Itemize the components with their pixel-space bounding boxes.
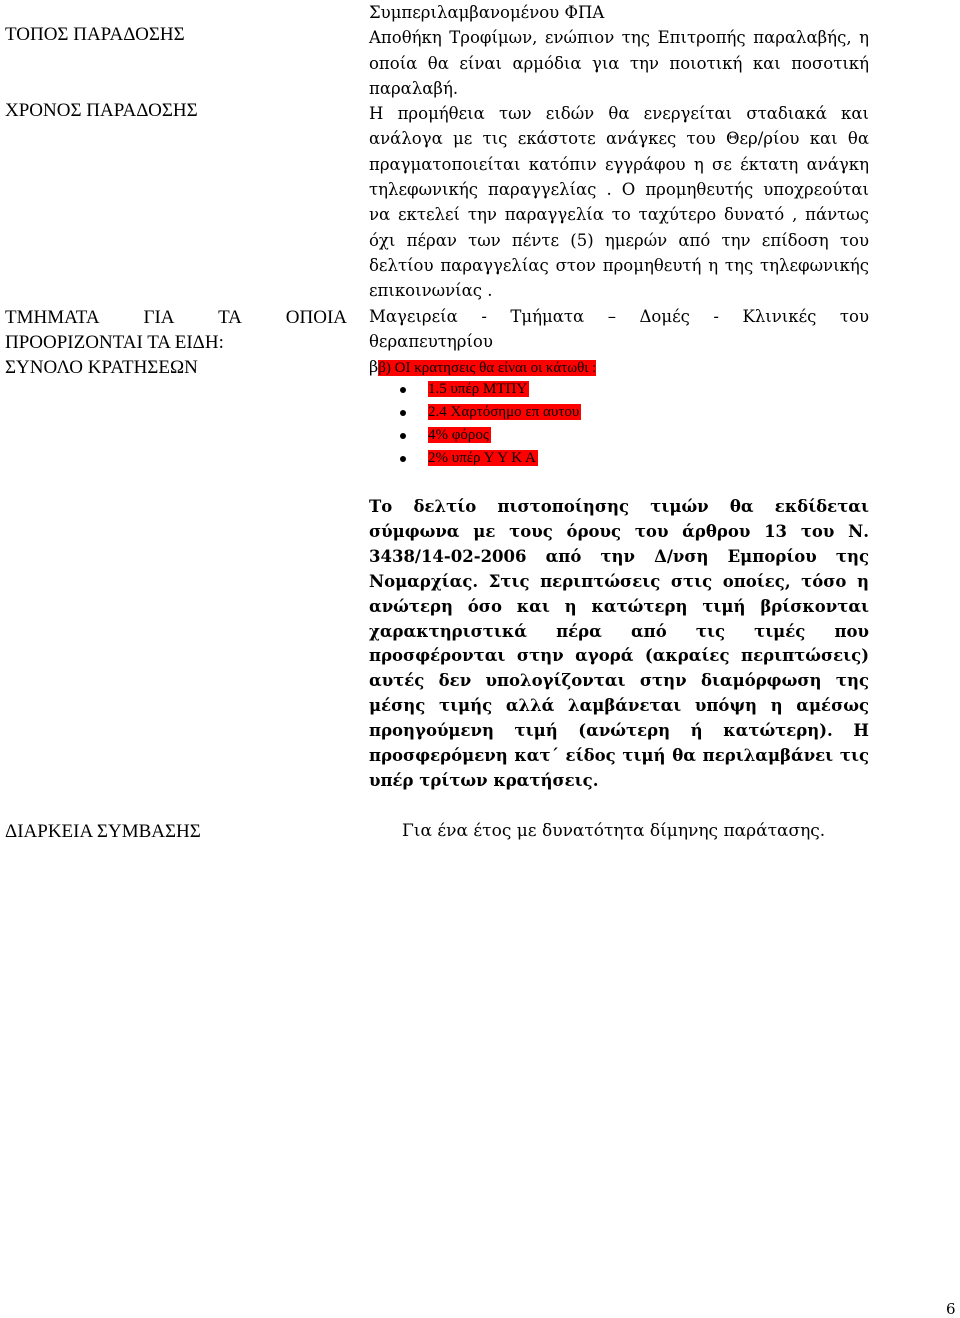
label-departments-line1: ΤΜΗΜΑΤΑ ΓΙΑ ΤΑ ΟΠΟΙΑ: [5, 307, 347, 328]
departments-text: Μαγειρεία - Τμήματα – Δομές - Κλινικές του θεραπευτηρίου: [369, 306, 869, 351]
delivery-time-text: Η προμήθεια των ειδών θα ενεργείται σταδιακά και ανάλογα με τις εκάστοτε ανάγκες του Θερ/ρίου και θα πραγματοποιείται κατόπιν εγγράφου η σε έκτατη ανάγκη τηλεφωνικής παραγγελίας . Ο προμηθευτής υποχρεούται να εκτελεί την παραγγελία το ταχύτερο δυνατό , πάντως όχι πέραν των πέντε (5) ημερών από την επίδοση του δελτίου παραγγελίας στον προμηθευτή η της τηλεφωνικής επικοινωνίας .: [369, 104, 869, 301]
bullet-icon: [400, 410, 406, 416]
price-bulletin-section: [369, 495, 869, 794]
bullet-icon: [400, 433, 406, 439]
label-departments-line2: ΠΡΟΟΡΙΖΟΝΤΑΙ ΤΑ ΕΙΔΗ:: [5, 332, 224, 353]
label-contract-duration: ΔΙΑΡΚΕΙΑ ΣΥΜΒΑΣΗΣ: [5, 821, 201, 842]
label-deductions-total: ΣΥΝΟΛΟ ΚΡΑΤΗΣΕΩΝ: [5, 357, 198, 378]
delivery-content: [369, 0, 869, 354]
price-bulletin-text: Το δελτίο πιστοποίησης τιμών θα εκδίδεται σύμφωνα με τους όρους του άρθρου 13 του Ν. 3438/14-02-2006 από την Δ/νση Εμπορίου της Νομαρχίας. Στις περιπτώσεις στις οποίες, τόσο η ανώτερη όσο και η κατώτερη τιμή βρίσκονται χαρακτηριστικά πέρα από τις τιμές που προσφέρονται στην αγορά (ακραίες περιπτώσεις) αυτές δεν υπολογίζονται στην διαμόρφωση της μέσης τιμής αλλά λαμβάνεται υπόψη η αμέσως προηγούμενη τιμή (ανώτερη ή κατώτερη). Η προσφερόμενη κατ΄ είδος τιμή θα περιλαμβάνει τις υπέρ τρίτων κρατήσεις.: [369, 497, 869, 790]
deductions-intro: ββ) ΟΙ κρατησεις θα είναι οι κάτωθι :: [369, 357, 597, 376]
label-delivery-time: ΧΡΟΝΟΣ ΠΑΡΑΔΟΣΗΣ: [5, 100, 198, 121]
deduction-item: 1.5 υπέρ ΜΤΠΥ: [400, 378, 529, 400]
vat-included-text: Συμπεριλαμβανομένου ΦΠΑ: [369, 3, 605, 22]
bullet-icon: [400, 456, 406, 462]
label-delivery-place: ΤΟΠΟΣ ΠΑΡΑΔΟΣΗΣ: [5, 24, 185, 45]
deduction-item: 2.4 Χαρτόσημο επ αυτου: [400, 401, 581, 423]
bullet-icon: [400, 387, 406, 393]
contract-duration-text: Για ένα έτος με δυνατότητα δίμηνης παράτασης.: [402, 821, 826, 841]
delivery-place-text: Αποθήκη Τροφίμων, ενώπιον της Επιτροπής παραλαβής, η οποία θα είναι αρμόδια για την ποιοτική και ποσοτική παραλαβή.: [369, 28, 869, 98]
page-number: 6: [946, 1300, 956, 1318]
deductions-intro-text: β) ΟΙ κρατησεις θα είναι οι κάτωθι :: [378, 360, 597, 376]
deduction-item: 4% φόρος: [400, 424, 491, 446]
deduction-item: 2% υπέρ Υ Υ Κ Α: [400, 447, 538, 469]
